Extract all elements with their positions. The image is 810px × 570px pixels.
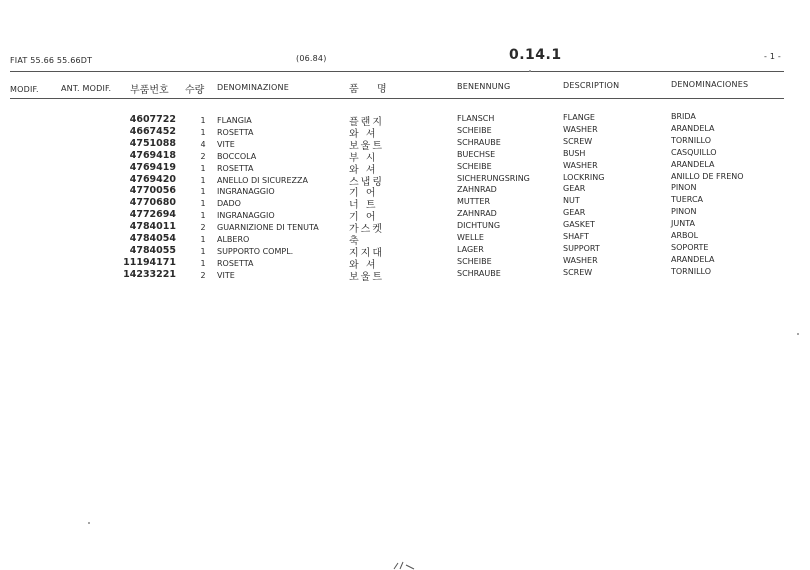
section-number: 0.14.1 [509,47,562,63]
part-name-kr: 지지대 [349,247,384,259]
part-name-de: SCHEIBE [457,256,492,266]
part-name-es: ARANDELA [671,159,715,169]
col-description: DESCRIPTION [563,81,620,90]
scan-speck [797,333,799,335]
part-qty: 1 [200,127,206,137]
header-rule [10,98,784,99]
part-name-en: GEAR [563,208,586,218]
part-qty: 1 [200,246,206,256]
part-code: 4751088 [129,137,176,149]
part-code: 4784055 [129,244,176,256]
part-name-kr: 너 트 [349,200,378,212]
page-number: - 1 - [764,52,781,61]
part-code: 4769419 [129,161,176,173]
part-name-kr: 기 어 [349,188,378,200]
part-code: 4784011 [129,221,176,233]
top-rule [10,71,784,72]
part-name-it: INGRANAGGIO [217,187,275,197]
part-name-es: PINON [671,183,697,193]
part-code: 4769420 [129,173,176,185]
part-name-it: DADO [217,199,241,209]
part-name-kr: 부 시 [349,152,378,164]
part-code: 4772694 [129,209,176,221]
part-name-en: WASHER [563,255,598,265]
part-name-kr: 기 어 [349,212,378,224]
part-name-kr: 플랜지 [349,117,384,128]
part-name-it: BOCCOLA [217,151,257,161]
part-name-es: ARANDELA [671,123,715,133]
scan-speck [529,70,531,72]
part-qty: 2 [200,151,206,161]
part-name-kr: 와 셔 [349,259,378,271]
part-name-de: SCHRAUBE [457,137,501,147]
part-name-de: SCHEIBE [457,161,492,171]
part-name-en: BUSH [563,148,586,158]
part-qty: 1 [200,235,206,244]
part-name-it: INGRANAGGIO [217,211,275,221]
part-name-es: TORNILLO [671,266,712,276]
part-name-de: FLANSCH [457,114,495,123]
part-name-it: ROSETTA [217,258,254,268]
part-name-kr: 보울트 [349,271,384,283]
col-benennung: BENENNUNG [457,82,511,91]
col-ant-modif: ANT. MODIF. [61,84,112,93]
part-qty: 1 [200,116,206,125]
part-name-de: LAGER [457,244,484,254]
col-part-number: 부품번호 [130,85,169,96]
part-name-es: CASQUILLO [671,147,717,157]
part-name-de: BUECHSE [457,149,496,159]
part-name-kr: 와 셔 [349,128,378,140]
part-qty: 2 [200,270,206,280]
part-qty: 1 [200,175,206,185]
part-name-de: MUTTER [457,197,491,207]
part-name-en: GASKET [563,220,595,230]
part-qty: 1 [200,199,206,209]
part-code: 14233221 [123,268,176,280]
part-name-es: ARBOL [671,231,699,240]
part-name-de: SICHERUNGSRING [457,173,530,183]
part-name-de: ZAHNRAD [457,209,497,219]
part-name-en: SUPPORT [563,243,600,253]
part-name-kr: 스냅링 [349,176,384,188]
part-name-kr: 축 [349,236,361,247]
col-modif: MODIF. [10,85,39,94]
part-name-de: ZAHNRAD [457,185,497,195]
scan-speck [88,522,90,524]
part-qty: 1 [200,258,206,268]
model-name: FIAT 55.66 55.66DT [10,56,93,65]
part-name-it: VITE [217,139,235,149]
part-name-es: ARANDELA [671,254,715,264]
part-name-en: FLANGE [563,113,595,122]
part-name-kr: 보울트 [349,140,384,152]
col-quantity: 수량 [185,85,205,96]
part-name-it: ROSETTA [217,127,254,137]
col-denominaciones: DENOMINACIONES [671,80,749,89]
part-name-it: VITE [217,270,235,280]
part-code: 4607722 [129,114,176,125]
part-name-es: TUERCA [671,195,704,205]
part-name-es: JUNTA [671,219,695,229]
edition-date: (06.84) [296,54,327,63]
part-name-es: BRIDA [671,112,696,121]
part-name-it: ALBERO [217,235,250,244]
part-name-en: WASHER [563,124,598,134]
part-name-en: LOCKRING [563,172,605,182]
part-name-en: WASHER [563,160,598,170]
part-name-de: SCHEIBE [457,125,492,135]
part-name-es: PINON [671,207,697,217]
part-name-es: TORNILLO [671,135,712,145]
col-denominazione: DENOMINAZIONE [217,83,289,92]
part-code: 4784054 [129,233,176,244]
scan-mark [392,560,422,570]
part-qty: 1 [200,211,206,221]
part-name-kr: 와 셔 [349,164,378,176]
part-name-it: ANELLO DI SICUREZZA [217,175,308,185]
part-name-en: SHAFT [563,232,589,241]
part-name-en: SCREW [563,136,593,146]
part-qty: 1 [200,163,206,173]
part-code: 4667452 [129,125,176,137]
part-code: 4770680 [129,197,176,209]
part-name-it: GUARNIZIONE DI TENUTA [217,223,319,233]
part-code: 4769418 [129,149,176,161]
part-name-en: SCREW [563,267,593,277]
part-qty: 2 [200,223,206,233]
part-name-es: ANILLO DE FRENO [671,171,744,181]
part-name-it: ROSETTA [217,163,254,173]
part-code: 11194171 [123,256,176,268]
col-korean-name: 품 명 [349,84,391,95]
part-name-kr: 가스켓 [349,224,384,236]
part-name-en: NUT [563,196,580,206]
part-qty: 4 [200,139,206,149]
part-name-it: FLANGIA [217,116,252,125]
part-name-it: SUPPORTO COMPL. [217,246,294,256]
part-name-de: WELLE [457,233,484,242]
part-qty: 1 [200,187,206,197]
part-name-de: DICHTUNG [457,221,501,231]
part-name-en: GEAR [563,184,586,194]
part-name-de: SCHRAUBE [457,268,501,278]
part-name-es: SOPORTE [671,242,709,252]
part-code: 4770056 [129,185,176,197]
